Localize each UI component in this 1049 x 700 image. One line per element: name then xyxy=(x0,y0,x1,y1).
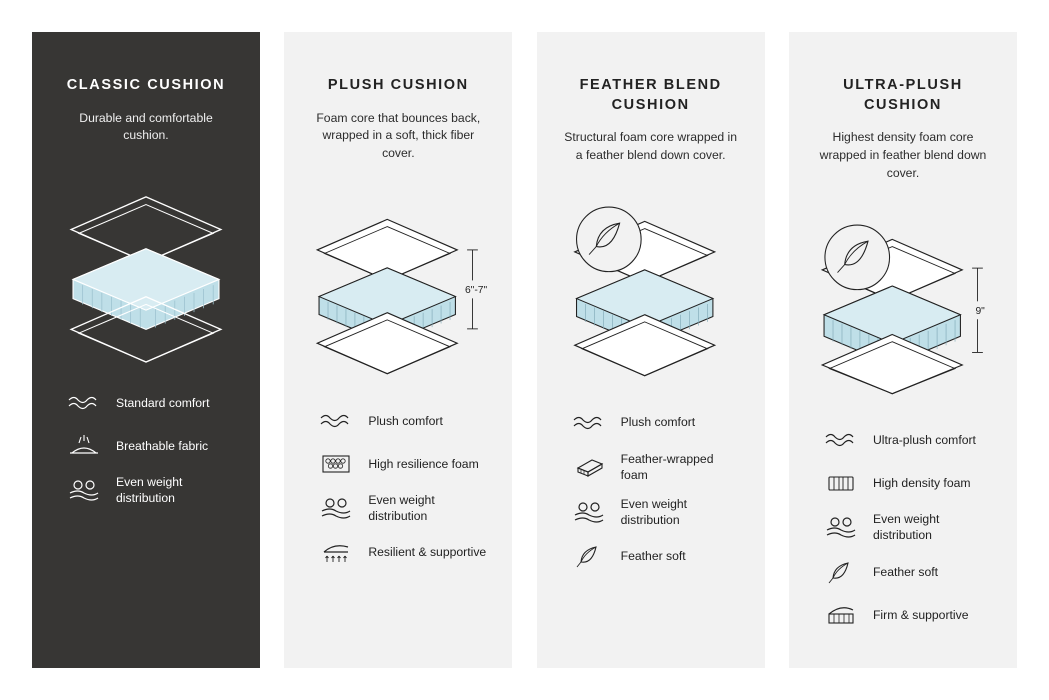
wave-lines-icon xyxy=(821,425,861,455)
feature-label: Firm & supportive xyxy=(872,607,969,622)
feature-list xyxy=(50,388,242,506)
card-title: CLASSIC CUSHION xyxy=(66,77,226,93)
foam-block-icon xyxy=(569,452,609,482)
wave-lines-icon xyxy=(569,408,609,438)
list-item xyxy=(821,600,991,630)
cushion-layer-diagram xyxy=(50,159,242,374)
cushion-layer-diagram xyxy=(807,196,999,411)
dense-foam-icon xyxy=(821,468,861,498)
list-item xyxy=(64,388,234,418)
feature-label: High resilience foam xyxy=(368,456,479,471)
card-title: PLUSH CUSHION xyxy=(327,77,469,93)
list-item xyxy=(64,431,234,461)
list-item xyxy=(569,408,739,438)
feather-icon xyxy=(821,557,861,587)
card-title: FEATHER BLEND CUSHION xyxy=(579,77,722,113)
feature-list xyxy=(302,406,494,567)
cushion-layer-diagram xyxy=(555,179,747,394)
feature-label: Even weight distribution xyxy=(620,496,688,528)
card-plush-cushion[interactable] xyxy=(284,32,512,668)
feature-label: Ultra-plush comfort xyxy=(872,433,976,448)
list-item xyxy=(316,492,486,524)
breathable-fabric-icon xyxy=(64,431,104,461)
honeycomb-foam-icon xyxy=(316,449,356,479)
wave-lines-icon xyxy=(316,406,356,436)
leaf-badge-circle xyxy=(576,207,641,272)
card-classic-cushion[interactable] xyxy=(32,32,260,668)
leaf-badge-circle xyxy=(825,225,890,290)
feature-list xyxy=(807,425,999,629)
even-weight-icon xyxy=(316,493,356,523)
feature-label: Feather soft xyxy=(620,549,686,564)
list-item xyxy=(569,496,739,528)
list-item xyxy=(64,474,234,506)
feather-icon xyxy=(569,541,609,571)
feature-label: Plush comfort xyxy=(620,415,696,430)
even-weight-icon xyxy=(569,497,609,527)
list-item xyxy=(316,449,486,479)
list-item xyxy=(569,541,739,571)
feature-label: Breathable fabric xyxy=(116,438,209,453)
feature-label: Resilient & supportive xyxy=(368,544,487,559)
list-item xyxy=(821,511,991,543)
list-item xyxy=(569,451,739,483)
feature-label: Even weight distribution xyxy=(872,512,940,543)
card-description: Foam core that bounces back, wrapped in a soft, thick fiber cover. xyxy=(316,110,481,160)
list-item xyxy=(821,468,991,498)
card-description: Durable and comfortable cushion. xyxy=(79,110,213,143)
list-item xyxy=(821,557,991,587)
cushion-layer-diagram xyxy=(302,177,494,392)
card-description: Structural foam core wrapped in a feather blend down cover. xyxy=(564,130,738,162)
firm-support-icon xyxy=(821,600,861,630)
dimension-label: 9" xyxy=(975,305,985,317)
list-item xyxy=(316,537,486,567)
card-title: ULTRA-PLUSH CUSHION xyxy=(843,77,963,113)
dimension-label: 6"-7" xyxy=(465,285,488,297)
even-weight-icon xyxy=(821,512,861,542)
even-weight-icon xyxy=(64,475,104,505)
feature-label: Even weight distribution xyxy=(368,492,435,523)
feature-label: High density foam xyxy=(872,476,971,491)
feature-list xyxy=(555,408,747,572)
list-item xyxy=(316,406,486,436)
card-description: Highest density foam core wrapped in feather blend down cover. xyxy=(819,130,987,180)
resilient-support-icon xyxy=(316,537,356,567)
list-item xyxy=(821,425,991,455)
feature-label: Standard comfort xyxy=(116,395,210,410)
feature-label: Feather soft xyxy=(872,564,939,579)
wave-lines-icon xyxy=(64,388,104,418)
feature-label: Even weight distribution xyxy=(116,474,183,506)
feature-label: Feather-wrapped foam xyxy=(620,451,714,482)
card-ultra-plush-cushion[interactable] xyxy=(789,32,1017,668)
feature-label: Plush comfort xyxy=(368,413,443,428)
card-feather-blend-cushion[interactable] xyxy=(537,32,765,668)
